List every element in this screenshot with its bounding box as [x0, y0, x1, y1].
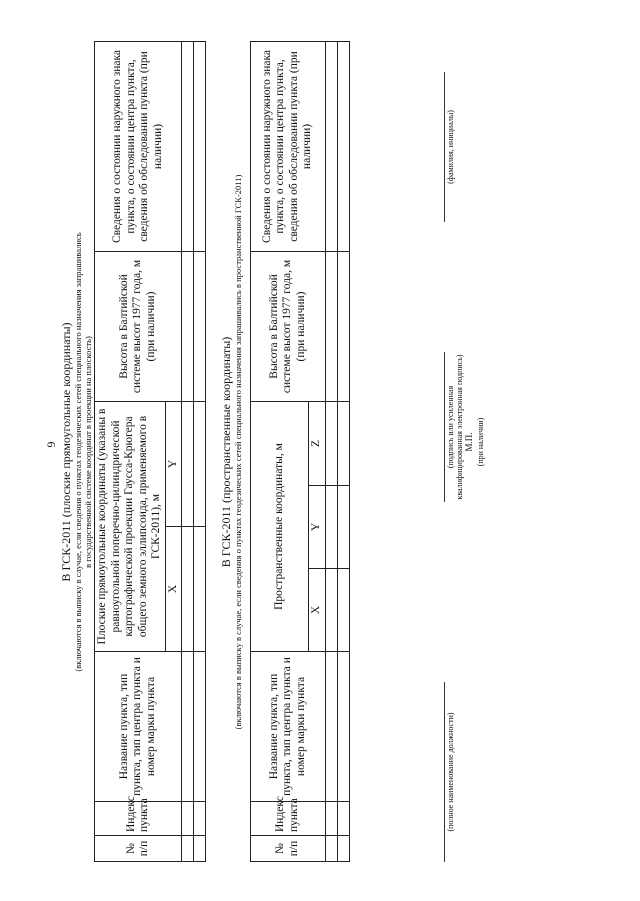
- stamp-note: (при наличии): [476, 417, 485, 467]
- header-y: Y: [309, 486, 326, 569]
- planar-coordinates-table: [94, 41, 206, 862]
- section2-title: В ГСК-2011 (пространственные координаты): [219, 336, 233, 568]
- header-y: Y: [165, 401, 182, 526]
- table-row: [325, 41, 337, 861]
- section1-subtitle-2: в государственной системе координат в проекции на плоскость): [83, 336, 93, 568]
- header-x: X: [309, 569, 326, 652]
- section1-title: В ГСК-2011 (плоские прямоугольные координаты): [59, 322, 73, 582]
- table-row: [194, 41, 206, 861]
- header-num: № п/п: [95, 836, 182, 862]
- header-z: Z: [309, 401, 326, 485]
- header-x: X: [165, 527, 182, 652]
- signature-label: (подпись или усиленная квалифицированная электронная подпись): [444, 352, 464, 502]
- section2-caption: [220, 42, 243, 862]
- header-state: Сведения о состоянии наружного знака пункта, о состоянии центра пункта, сведения об обследовании пункта (при наличии): [251, 41, 326, 251]
- table-row: [182, 41, 194, 861]
- stamp-block: [464, 412, 486, 472]
- spatial-coordinates-table: [250, 41, 350, 862]
- section2-subtitle: (включаются в выписку в случае, если сведения о пунктах геодезических сетей специального назначения запрашивались в пространственной ГСК-2011): [233, 174, 243, 730]
- table-row: [337, 41, 349, 861]
- header-planar-coords: Плоские прямоугольные координаты (указаны в равноугольной поперечно-цилиндрической картографической проекции Гаусса-Крюгера общего земного эллипсоида, применяемого в ГСК-2011), м: [95, 401, 166, 651]
- header-state: Сведения о состоянии наружного знака пункта, о состоянии центра пункта, сведения об обследовании пункта (при наличии): [95, 41, 182, 251]
- name-label: (фамилия, инициалы): [444, 72, 455, 222]
- header-name: Название пункта, тип пункта, тип центра пункта и номер марки пункта: [95, 652, 182, 802]
- header-height: Высота в Балтийской системе высот 1977 года, м (при наличии): [95, 251, 182, 401]
- position-label: (полное наименование должности): [444, 682, 455, 862]
- header-name: Название пункта, тип пункта, тип центра пункта и номер марки пункта: [251, 652, 326, 802]
- section1-caption: [60, 42, 93, 862]
- header-height: Высота в Балтийской системе высот 1977 года, м (при наличии): [251, 251, 326, 401]
- rotated-page-content: [59, 42, 485, 862]
- header-index: Индекс пункта: [251, 802, 326, 836]
- stamp-label: М.П.: [464, 432, 474, 452]
- section1-subtitle: (включаются в выписку в случае, если сведения о пунктах геодезических сетей специального назначения запрашивались: [73, 232, 83, 672]
- page-number: 6: [44, 441, 59, 448]
- header-num: № п/п: [251, 836, 326, 862]
- header-spatial-coords: Пространственные координаты, м: [251, 401, 309, 651]
- header-index: Индекс пункта: [95, 802, 182, 836]
